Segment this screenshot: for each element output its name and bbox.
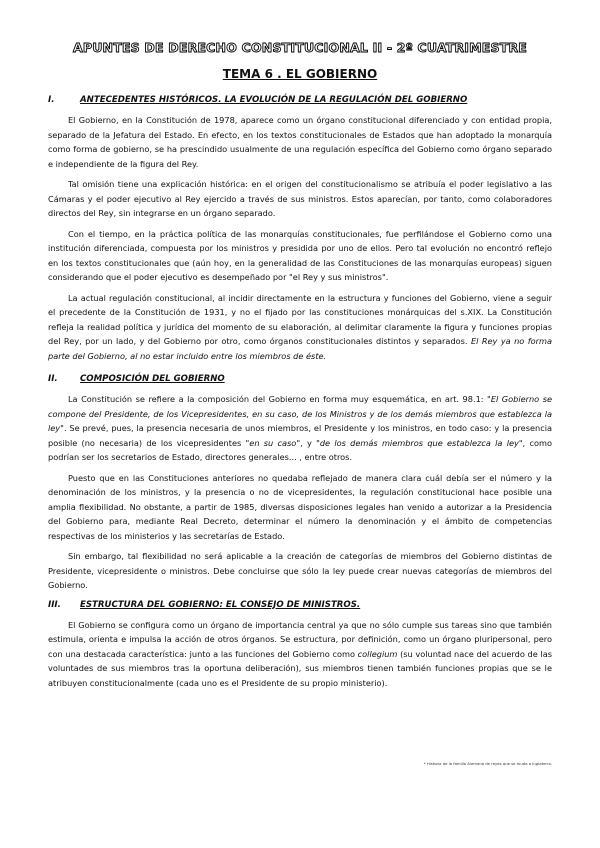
italic-term: collegium — [357, 648, 398, 659]
section-number: II. — [48, 374, 58, 384]
section-heading-1 — [48, 94, 552, 106]
paragraph-text: ", y " — [296, 437, 320, 448]
paragraph-text: La Constitución se refiere a la composición del Gobierno en forma muy esquemática, en art. 98.1: " — [68, 394, 491, 404]
paragraph-text: La actual regulación constitucional, al incidir directamente en la estructura y funciones del Gobierno, viene a seguir el precedente de la Constitución de 1931, y no el fijado por las constituciones monárquicas del s.XIX. La Constitución refleja la realidad política y jurídica del momento de su elaboración, al delimitar claramente la figura y funciones propias del Rey, por un lado, y del Gobierno por otro, como órganos constitucionales distintos y separados. — [48, 292, 552, 346]
footnote: * Historia de la familia Alemana de reyes que se muda a Inglaterra. — [423, 761, 552, 766]
section-title: ESTRUCTURA DEL GOBIERNO: EL CONSEJO DE MINISTROS. — [80, 599, 361, 610]
paragraph-text: (su voluntad nace del acuerdo de las voluntades de sus miembros tras la oportuna deliberación), sus miembros tienen también funciones propias que se le atribuyen constitucionalmente (cada uno es el Presidente de su propio ministerio). — [48, 648, 552, 688]
document-header: APUNTES DE DERECHO CONSTITUCIONAL II - 2º CUATRIMESTRE — [72, 40, 528, 55]
paragraph: Con el tiempo, en la práctica política de las monarquías constitucionales, fue perfilándose el Gobierno como una institución diferenciada, compuesta por los ministros y presidida por uno de ellos. Pero tal evolución no encontró reflejo en los textos constitucionales que (aún hoy, en la generalidad de las Constituciones de las monarquías europeas) siguen considerando que el poder ejecutivo es desempeñado por "el Rey y sus ministros". — [48, 228, 552, 282]
paragraph: El Gobierno, en la Constitución de 1978, aparece como un órgano constitucional diferenciado y con entidad propia, separado de la Jefatura del Estado. En efecto, en los textos constitucionales de Estados que han adoptado la monarquía como forma de gobierno, se ha prescindido usualmente de una regulación específica del Gobierno como órgano separado e independiente de la figura del Rey. — [48, 115, 552, 169]
paragraph — [48, 392, 552, 465]
paragraph: Puesto que en las Constituciones anteriores no quedaba reflejado de manera clara cuál debía ser el número y la denominación de los ministros, y la presencia o no de vicepresidentes, la regulación constitucional hace posible una amplia flexibilidad. No obstante, a partir de 1985, diversas disposiciones legales han venido a autorizar a la Presidencia del Gobierno para, mediante Real Decreto, determinar el número la denominación y el ámbito de competencias respectivas de los ministerios y las secretarías de Estado. — [48, 472, 552, 541]
section-heading-2 — [48, 373, 552, 385]
quoted-text: de los demás miembros que establezca la ley — [319, 437, 519, 448]
section-number: I. — [48, 95, 55, 105]
section-title: COMPOSICIÓN DEL GOBIERNO — [80, 374, 225, 384]
paragraph-text: ", como podrían ser los secretarios de Estado, directores generales... , entre otros. — [48, 437, 553, 462]
quoted-text: en su caso — [249, 437, 297, 448]
section-number: III. — [48, 599, 61, 610]
section-heading-3 — [48, 599, 552, 611]
italic-text: El Rey ya no forma parte del Gobierno, al no estar incluido entre los miembros de éste. — [48, 336, 552, 361]
paragraph: Tal omisión tiene una explicación histórica: en el origen del constitucionalismo se atribuía el poder legislativo a las Cámaras y el poder ejecutivo al Rey ejercido a través de sus ministros. Estos aparecían, por tanto, como colaboradores directos del Rey, sin integrarse en un órgano separado. — [48, 179, 552, 218]
paragraph-text: ". Se prevé, pues, la presencia necesaria de unos miembros, el Presidente y los ministros, en todo caso: y la presencia posible (no necesaria) de los vicepresidentes " — [48, 423, 552, 448]
paragraph-text: El Gobierno se configura como un órgano de importancia central ya que no sólo cumple sus tareas sino que también estimula, orienta e impulsa la acción de otros órganos. Se estructura, por definición, como un órgano pluripersonal, pero con una destacada característica: junto a las funciones del Gobierno como — [48, 619, 552, 659]
paragraph — [48, 618, 552, 691]
document-title: TEMA 6 . EL GOBIERNO — [222, 67, 378, 81]
paragraph: Sin embargo, tal flexibilidad no será aplicable a la creación de categorías de miembros del Gobierno distintas de Presidente, vicepresidente o ministros. Debe concluirse que sólo la ley puede crear nuevas categorías de miembros del Gobierno. — [48, 551, 552, 590]
paragraph — [48, 291, 552, 364]
section-title: ANTECEDENTES HISTÓRICOS. LA EVOLUCIÓN DE LA REGULACIÓN DEL GOBIERNO — [80, 95, 468, 105]
quoted-article-text: El Gobierno se compone del Presidente, de los Vicepresidentes, en su caso, de los Ministros y de los demás miembros que establezca la ley — [48, 394, 553, 433]
